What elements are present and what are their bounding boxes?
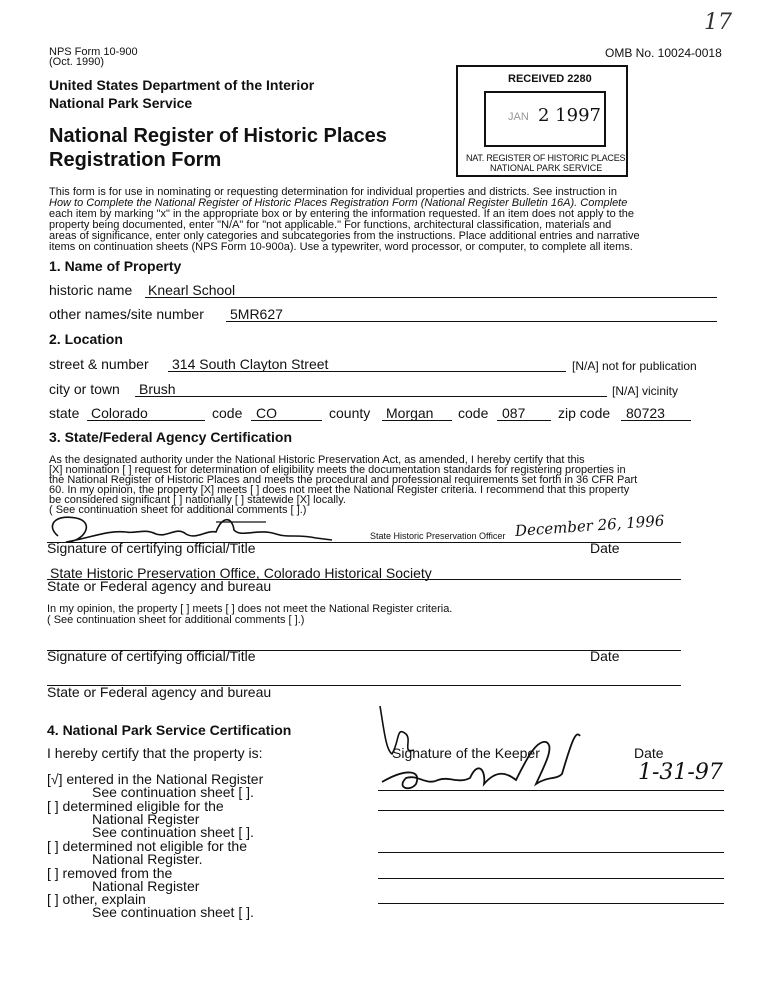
status-entered-sub: See continuation sheet [ ]. [92, 784, 254, 800]
status-line-2 [378, 852, 724, 853]
state-code-value: CO [256, 405, 277, 421]
status-other-sub: See continuation sheet [ ]. [92, 904, 254, 920]
status-removed-sub: National Register [92, 878, 200, 894]
page-title: National Register of Historic Places [49, 125, 387, 147]
department: United States Department of the Interior [49, 77, 315, 93]
city-line [135, 396, 607, 397]
state-line [87, 420, 205, 421]
intro-line: How to Complete the National Register of Historic Places Registration Form (National Register Bulletin 16A). Complete [49, 197, 628, 209]
signature-label: Signature of certifying official/Title [47, 540, 256, 556]
county-code-value: 087 [502, 405, 526, 421]
zip-line [621, 420, 691, 421]
other-names-line [226, 321, 717, 322]
signature-date-label-2: Date [590, 648, 620, 664]
intro-line: areas of significance, enter only categories and subcategories from the instructions. Place additional entries and narrative [49, 230, 640, 242]
officer-title: State Historic Preservation Officer [370, 531, 506, 541]
street-label: street & number [49, 356, 149, 372]
cert-line: 60. In my opinion, the property [X] meets [ ] does not meet the National Register criteria. I recommend that this property [49, 484, 630, 496]
opinion-line-1: In my opinion, the property [ ] meets [ ] does not meet the National Register criteria. [47, 603, 453, 615]
intro-line: items on continuation sheets (NPS Form 10-900a). Use a typewriter, word processor, or computer, to complete all items. [49, 241, 633, 253]
street-line [168, 371, 566, 372]
keeper-date: 1-31-97 [638, 760, 723, 785]
intro-line: This form is for use in nominating or requesting determination for individual properties and districts. See instruction in [49, 186, 617, 198]
agency-value: State Historic Preservation Office, Colorado Historical Society [50, 565, 432, 581]
cert-line: [X] nomination [ ] request for determination of eligibility meets the documentation standards for registering properties in [49, 464, 626, 476]
form-id: NPS Form 10-900 [49, 46, 138, 58]
page-subtitle: Registration Form [49, 149, 222, 171]
status-eligible: [ ] determined eligible for the [47, 798, 224, 814]
cert-line: the National Register of Historic Places and meets the procedural and professional requirements set forth in 36 CFR Part [49, 474, 638, 486]
section-1-heading: 1. Name of Property [49, 258, 182, 274]
intro-line: each item by marking "x" in the appropriate box or by entering the information requested. If an item does not apply to the [49, 208, 635, 220]
not-for-publication: [N/A] not for publication [572, 359, 697, 373]
state-code-line [251, 420, 322, 421]
status-line-1 [378, 810, 724, 811]
county-line [382, 420, 452, 421]
zip-label: zip code [558, 405, 611, 421]
vicinity: [N/A] vicinity [612, 384, 679, 398]
status-not-eligible-sub: National Register. [92, 851, 203, 867]
stamp-line-1: NAT. REGISTER OF HISTORIC PLACES [466, 153, 626, 163]
form-date: (Oct. 1990) [49, 56, 105, 68]
other-names-value: 5MR627 [230, 306, 283, 322]
shpo-date: December 26, 1996 [514, 511, 665, 540]
keeper-date-label: Date [634, 745, 664, 761]
stamp-date: 2 1997 [538, 105, 601, 126]
received-stamp [456, 65, 628, 177]
county-code-label: code [458, 405, 489, 421]
status-line-4 [378, 903, 724, 904]
city-value: Brush [139, 381, 176, 397]
historic-name-label: historic name [49, 282, 133, 298]
cert-line: ( See continuation sheet for additional comments [ ].) [49, 504, 307, 516]
county-value: Morgan [386, 405, 434, 421]
section-4-heading: 4. National Park Service Certification [47, 722, 292, 738]
state-label: state [49, 405, 80, 421]
stamp-date-faint: JAN [508, 111, 529, 123]
status-line-3 [378, 878, 724, 879]
stamp-received: RECEIVED 2280 [508, 73, 592, 85]
keeper-signature-line [378, 790, 724, 791]
page-number: 17 [704, 10, 732, 35]
status-not-eligible: [ ] determined not eligible for the [47, 838, 248, 854]
city-label: city or town [49, 381, 120, 397]
agency-label: State or Federal agency and bureau [47, 578, 272, 594]
historic-name-line [145, 297, 717, 298]
status-removed: [ ] removed from the [47, 865, 173, 881]
cert-line: be considered significant [ ] nationally [ ] statewide [X] locally. [49, 494, 346, 506]
zip-value: 80723 [626, 405, 665, 421]
status-entered: [√] entered in the National Register [47, 771, 264, 787]
status-eligible-continuation: See continuation sheet [ ]. [92, 824, 254, 840]
status-other: [ ] other, explain [47, 891, 146, 907]
signature-label-2: Signature of certifying official/Title [47, 648, 256, 664]
certify-statement: I hereby certify that the property is: [47, 745, 263, 761]
cert-line: As the designated authority under the National Historic Preservation Act, as amended, I hereby certify that this [49, 454, 585, 466]
stamp-inner-box [484, 91, 606, 147]
keeper-label: Signature of the Keeper [392, 745, 540, 761]
state-code-label: code [212, 405, 243, 421]
state-value: Colorado [91, 405, 148, 421]
county-code-line [497, 420, 551, 421]
omb-number: OMB No. 10024-0018 [605, 46, 722, 60]
section-2-heading: 2. Location [49, 331, 123, 347]
street-value: 314 South Clayton Street [172, 356, 329, 372]
historic-name-value: Knearl School [148, 282, 236, 298]
county-label: county [329, 405, 371, 421]
signature-date-label: Date [590, 540, 620, 556]
intro-line: property being documented, enter "N/A" for "not applicable." For functions, architectural classification, materials and [49, 219, 612, 231]
status-eligible-sub: National Register [92, 811, 200, 827]
opinion-line-2: ( See continuation sheet for additional comments [ ].) [47, 614, 305, 626]
agency: National Park Service [49, 95, 193, 111]
section-3-heading: 3. State/Federal Agency Certification [49, 429, 292, 445]
agency-label-2: State or Federal agency and bureau [47, 684, 272, 700]
keeper-signature [366, 700, 586, 800]
other-names-label: other names/site number [49, 306, 204, 322]
stamp-line-2: NATIONAL PARK SERVICE [490, 163, 603, 173]
